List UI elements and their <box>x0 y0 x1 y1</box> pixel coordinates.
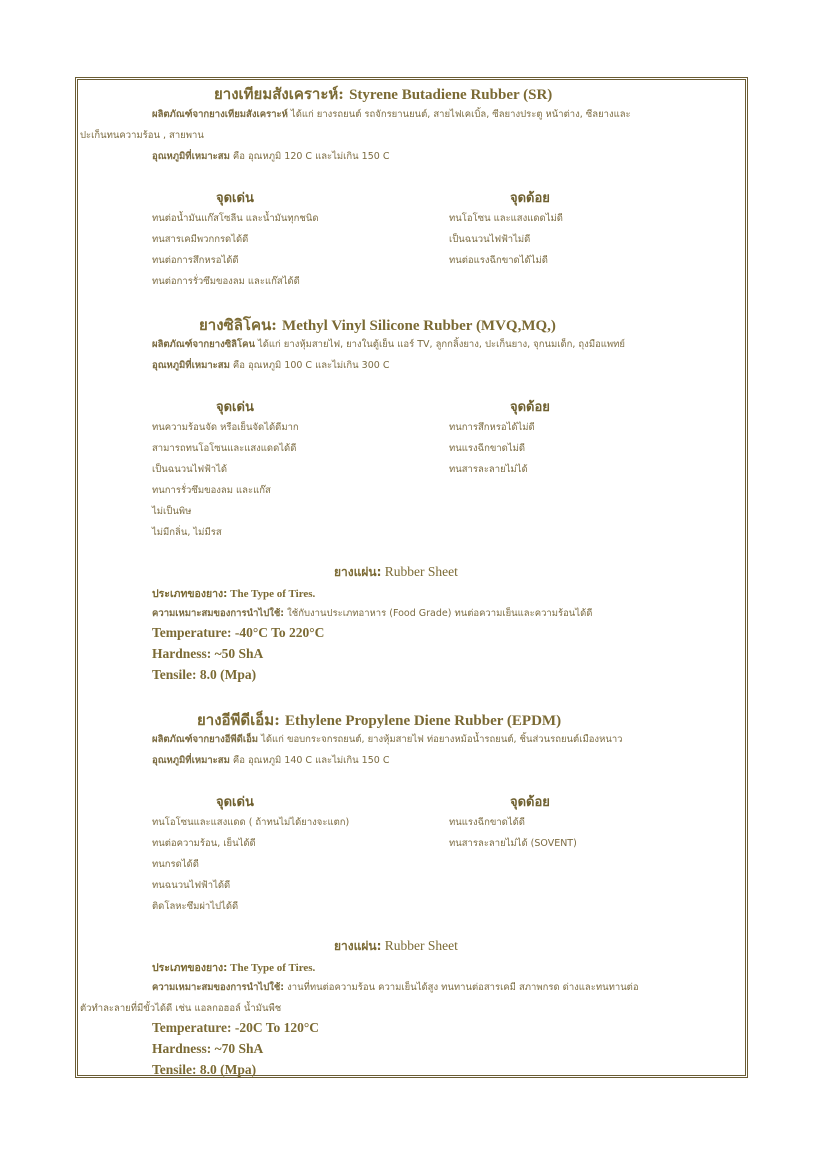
epdm-pro-item: ทนต่อความร้อน, เย็นได้ดี <box>152 838 256 849</box>
mvq-pro-item: ไม่เป็นพิษ <box>152 506 192 517</box>
sr-pro-item: ทนสารเคมีพวกกรดได้ดี <box>152 234 249 245</box>
sr-temp-text: คือ อุณหภูมิ 120 C และไม่เกิน 150 C <box>232 151 390 162</box>
epdm-pro-item: ทนฉนวนไฟฟ้าได้ดี <box>152 880 231 891</box>
epdm-product-label: ผลิตภัณฑ์จากยางอีพีดีเอ็ม <box>152 734 259 745</box>
sr-pro-item: ทนต่อน้ำมันแก๊สโซลีน และน้ำมันทุกชนิด <box>152 213 319 224</box>
sr-product-label: ผลิตภัณฑ์จากยางเทียมสังเคราะห์ <box>152 109 288 120</box>
sr-pro-item: ทนต่อการสึกหรอได้ดี <box>152 255 239 266</box>
mvq-pro-item: ทนความร้อนจัด หรือเย็นจัดได้ดีมาก <box>152 422 299 433</box>
sr-title-th: ยางเทียมสังเคราะห์: <box>214 85 344 103</box>
sheet2-usage-label: ความเหมาะสมของการนำไปใช้: <box>152 982 285 993</box>
mvq-product-line <box>152 337 625 352</box>
sheet2-title <box>334 937 458 956</box>
epdm-pro-item: ทนกรดได้ดี <box>152 859 199 870</box>
sr-con-item: เป็นฉนวนไฟฟ้าไม่ดี <box>449 234 531 245</box>
sheet1-usage <box>152 606 592 621</box>
sr-con-item: ทนโอโซน และแสงแดดไม่ดี <box>449 213 563 224</box>
mvq-con-item: ทนแรงฉีกขาดไม่ดี <box>449 443 526 454</box>
epdm-pro-item: ทนโอโซนและแสงแดด ( ถ้าทนไม่ได้ยางจะแตก) <box>152 817 350 828</box>
mvq-pro-item: เป็นฉนวนไฟฟ้าได้ <box>152 464 228 475</box>
sr-cons-title: จุดด้อย <box>510 191 550 206</box>
sr-con-item: ทนต่อแรงฉีกขาดได้ไม่ดี <box>449 255 548 266</box>
mvq-product-text: ได้แก่ ยางหุ้มสายไฟ, ยางในตู้เย็น แอร์ TV, ลูกกลิ้งยาง, ปะเก็นยาง, จุกนมเด็ก, ถุงมือแพทย์ <box>257 339 626 350</box>
mvq-pros-title: จุดเด่น <box>216 400 254 415</box>
mvq-con-item: ทนสารละลายไม่ได้ <box>449 464 528 475</box>
epdm-con-item: ทนสารละลายไม่ได้ (SOVENT) <box>449 838 577 849</box>
epdm-title-en: Ethylene Propylene Diene Rubber (EPDM) <box>284 713 562 729</box>
mvq-pro-item: ไม่มีกลิ่น, ไม่มีรส <box>152 527 222 538</box>
epdm-product-line <box>152 732 623 747</box>
mvq-pro-item: ทนการรั่วซึมของลม และแก๊ส <box>152 485 271 496</box>
sheet2-usage-text-2: ตัวทำละลายที่มีขั้วได้ดี เช่น แอลกอฮอล์ น้ำมันพืช <box>80 1003 282 1014</box>
epdm-pros-title: จุดเด่น <box>216 795 254 810</box>
sheet1-temperature: Temperature: -40°C To 220°C <box>152 625 325 640</box>
sheet1-type-th: ประเภทของยาง: <box>152 588 228 600</box>
sheet2-tensile: Tensile: 8.0 (Mpa) <box>152 1062 257 1077</box>
sheet1-usage-label: ความเหมาะสมของการนำไปใช้: <box>152 608 285 619</box>
mvq-temp-text: คือ อุณหภูมิ 100 C และไม่เกิน 300 C <box>232 360 390 371</box>
epdm-temp-text: คือ อุณหภูมิ 140 C และไม่เกิน 150 C <box>232 755 390 766</box>
sheet2-usage <box>152 980 639 995</box>
mvq-temp-label: อุณหภูมิที่เหมาะสม <box>152 360 230 371</box>
sr-pros-title: จุดเด่น <box>216 191 254 206</box>
sheet2-type-th: ประเภทของยาง: <box>152 962 228 974</box>
mvq-title-th: ยางซิลิโคน: <box>199 316 277 334</box>
mvq-title-en: Methyl Vinyl Silicone Rubber (MVQ,MQ,) <box>282 318 556 334</box>
sheet2-type-en: The Type of Tires. <box>230 962 316 974</box>
sheet1-usage-text: ใช้กับงานประเภทอาหาร (Food Grade) ทนต่อความเย็นและความร้อนได้ดี <box>287 608 593 619</box>
sr-product-line <box>152 107 631 122</box>
epdm-con-item: ทนแรงฉีกขาดได้ดี <box>449 817 525 828</box>
sr-title <box>214 82 552 106</box>
sheet1-tensile: Tensile: 8.0 (Mpa) <box>152 667 257 682</box>
sr-pro-item: ทนต่อการรั่วซึมของลม และแก๊สได้ดี <box>152 276 300 287</box>
sheet2-temperature: Temperature: -20C To 120°C <box>152 1020 320 1035</box>
epdm-temp-line <box>152 753 389 768</box>
mvq-temp-line <box>152 358 389 373</box>
sheet1-title <box>334 563 458 582</box>
sr-temp-line <box>152 149 389 164</box>
mvq-con-item: ทนการสึกหรอได้ไม่ดี <box>449 422 535 433</box>
sr-temp-label: อุณหภูมิที่เหมาะสม <box>152 151 230 162</box>
sheet1-title-th: ยางแผ่น: <box>334 565 382 579</box>
sr-title-en: Styrene Butadiene Rubber (SR) <box>349 87 553 103</box>
epdm-title <box>197 708 561 732</box>
epdm-title-th: ยางอีพีดีเอ็ม: <box>197 711 280 729</box>
sheet2-title-th: ยางแผ่น: <box>334 939 382 953</box>
sr-product-text-2: ปะเก็นทนความร้อน , สายพาน <box>80 130 204 141</box>
sheet2-title-en: Rubber Sheet <box>384 938 458 953</box>
sheet1-type-en: The Type of Tires. <box>230 588 316 600</box>
epdm-product-text: ได้แก่ ขอบกระจกรถยนต์, ยางหุ้มสายไฟ ท่อยางหม้อน้ำรถยนต์, ชิ้นส่วนรถยนต์เมืองหนาว <box>261 734 623 745</box>
epdm-cons-title: จุดด้อย <box>510 795 550 810</box>
sheet2-usage-text: งานที่ทนต่อความร้อน ความเย็นได้สูง ทนทานต่อสารเคมี สภาพกรด ด่างและทนทานต่อ <box>287 982 639 993</box>
sr-product-text: ได้แก่ ยางรถยนต์ รถจักรยานยนต์, สายไฟเคเบิ้ล, ซีลยางประตู หน้าต่าง, ซีลยางและ <box>290 109 631 120</box>
epdm-pro-item: ติดโลหะซึมผ่าไปได้ดี <box>152 901 239 912</box>
sheet2-hardness: Hardness: ~70 ShA <box>152 1041 264 1056</box>
mvq-title <box>199 313 556 337</box>
sheet1-type <box>152 585 315 602</box>
sheet2-type <box>152 959 315 976</box>
mvq-pro-item: สามารถทนโอโซนและแสงแดดได้ดี <box>152 443 297 454</box>
sheet1-title-en: Rubber Sheet <box>384 564 458 579</box>
mvq-cons-title: จุดด้อย <box>510 400 550 415</box>
sheet1-hardness: Hardness: ~50 ShA <box>152 646 264 661</box>
epdm-temp-label: อุณหภูมิที่เหมาะสม <box>152 755 230 766</box>
mvq-product-label: ผลิตภัณฑ์จากยางซิลิโคน <box>152 339 255 350</box>
